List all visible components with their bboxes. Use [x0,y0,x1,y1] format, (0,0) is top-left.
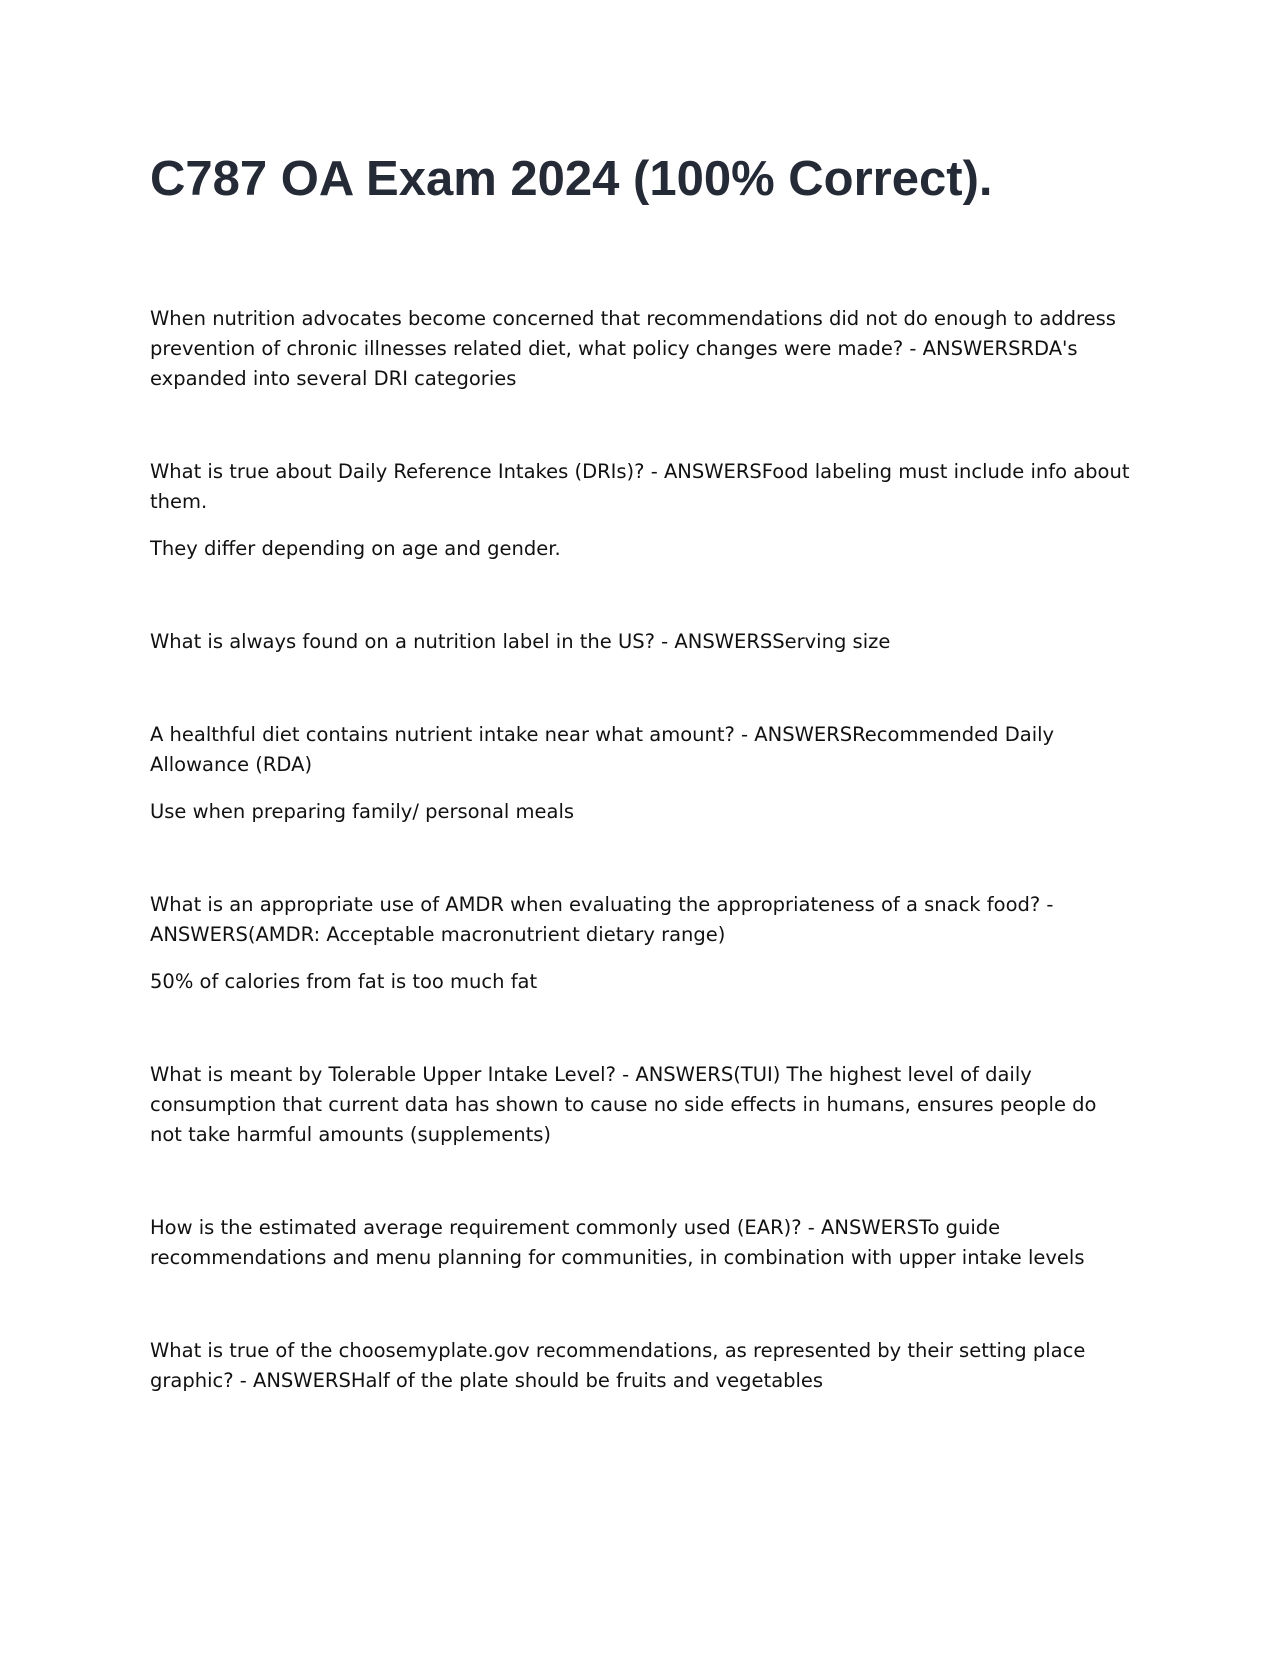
qa-text: A healthful diet contains nutrient intake near what amount? - ANSWERSRecommended Daily Allowance (RDA) [150,723,1055,776]
document-title: C787 OA Exam 2024 (100% Correct). [150,152,993,206]
qa-text: How is the estimated average requirement commonly used (EAR)? - ANSWERSTo guide recommendations and menu planning for communities, in combination with upper intake levels [150,1216,1085,1269]
qa-text: When nutrition advocates become concerned that recommendations did not do enough to address prevention of chronic illnesses related diet, what policy changes were made? - ANSWERSRDA's expanded into several DRI categories [150,307,1116,390]
qa-item [150,890,1130,997]
qa-item [150,1336,1130,1396]
qa-extra-text: They differ depending on age and gender. [150,537,561,560]
qa-text: What is an appropriate use of AMDR when evaluating the appropriateness of a snack food? - ANSWERS(AMDR: Acceptable macronutrient dietary range) [150,893,1054,946]
qa-item [150,627,1130,657]
qa-extra-text: Use when preparing family/ personal meals [150,800,575,823]
qa-text: What is true of the choosemyplate.gov recommendations, as represented by their setting place graphic? - ANSWERSHalf of the plate should be fruits and vegetables [150,1339,1086,1392]
qa-text: What is meant by Tolerable Upper Intake Level? - ANSWERS(TUI) The highest level of daily consumption that current data has shown to cause no side effects in humans, ensures people do not take harmful amounts (supplements) [150,1063,1097,1146]
qa-list [150,304,1130,1459]
qa-text: What is true about Daily Reference Intakes (DRIs)? - ANSWERSFood labeling must include info about them. [150,460,1130,513]
qa-item [150,304,1130,394]
qa-text: What is always found on a nutrition label in the US? - ANSWERSServing size [150,630,891,653]
qa-item [150,1060,1130,1150]
qa-item [150,457,1130,564]
qa-item [150,720,1130,827]
qa-item [150,1213,1130,1273]
qa-extra-text: 50% of calories from fat is too much fat [150,970,538,993]
